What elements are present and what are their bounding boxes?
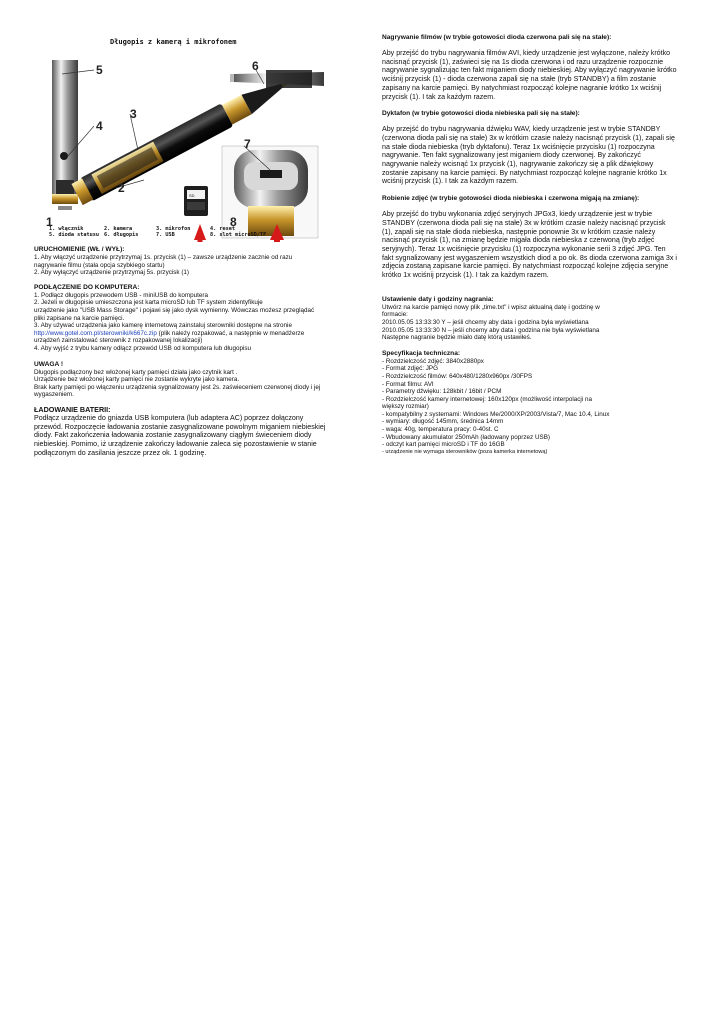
spec-list — [382, 358, 688, 457]
text-line: nagrywanie filmu (stała opcja szybkiego startu) — [34, 261, 165, 269]
text-line: 2. Aby wyłączyć urządzenie przytrzymaj 5s. przycisk (1) — [34, 269, 190, 277]
text-line: przewód. Rozpoczęcie ładowania zostanie zasygnalizowane powolnym miganiem niebieskiej — [34, 422, 326, 431]
text-line: Następne nagranie będzie miało datę którą ustawiłeś. — [382, 334, 532, 342]
text-line: 2. Jeżeli w długopisie umieszczona jest karta microSD lub TF system zidentyfikuje — [34, 299, 263, 307]
legend-item: 8. slot microSD/TF — [210, 232, 267, 238]
text-line: nagrywanie sygnalizując ten fakt miganiem diody niebieskiej. Aby wyłączyć nagrywanie krótko — [382, 66, 677, 75]
text-line: wygaszeniem. — [34, 391, 74, 399]
product-figure — [34, 30, 344, 242]
pc-heading: PODŁĄCZENIE DO KOMPUTERA: — [34, 283, 140, 291]
warning-heading: UWAGA ! — [34, 360, 64, 368]
text-line: Urządzenie bez włożonej karty pamięci nie zostanie wykryte jako kamera. — [34, 376, 240, 384]
text-line: pliki zapisane na karcie pamięci. — [34, 314, 125, 322]
text-line: fakt sygnalizowany jest wygaszeniem wszystkich diod a po ok. 8s dioda czerwona zamiga 3x i — [382, 253, 677, 262]
text-line: niebieskiej. Pomimo, iż urządzenie zakończy ładowanie zaleca się pozostawienie w stanie — [34, 440, 317, 449]
text-line: zdjęcia zostaną zapisane karcie pamięci. By natychmiast rozpocząć kolejne zdjęcia seryjne — [382, 262, 669, 271]
text-line: nacisnąć przycisk (1), zaświeci się na 1s dioda czerwona i od razu urządzenie rozpocznie — [382, 57, 664, 66]
film-heading: Nagrywanie filmów (w trybie gotowości dioda czerwona pali się na stałe): — [382, 34, 612, 41]
text-line: przycisk (1). I tak za każdym razem. — [382, 92, 496, 101]
text-line: 1. Aby włączyć urządzenie przytrzymaj 1s. przycisk (1) – zawsze urządzenie zacznie od razu — [34, 254, 293, 261]
spec-item: - Format zdjęć: JPG — [382, 365, 438, 373]
text-line: urządzeń zainstalować sterownik z rozpakowanej lokalizacji) — [34, 337, 203, 345]
legend-item: 6. długopis — [104, 232, 139, 238]
driver-download-link[interactable]: http://www.gotel.com.pl/sterowniki/k667c.zip — [34, 329, 157, 337]
warning-text — [34, 369, 344, 399]
text-span: (plik należy rozpakować, a następnie w menadżerze — [156, 329, 305, 337]
text-line: (1), zapali się na stałe dioda niebieska, następnie ponownie 3x w krótkim czasie należy — [382, 227, 656, 236]
spec-item: - odczyt kart pamięci microSD i TF do 16GB — [382, 441, 505, 449]
legend-item: 2. kamera — [104, 226, 133, 232]
legend-item: 4. reset — [210, 226, 235, 232]
spec-heading: Specyfikacja techniczna: — [382, 349, 461, 357]
text-line: Długopis podłączony bez włożonej karty pamięci działa jako czytnik kart . — [34, 368, 238, 376]
start-heading: URUCHOMIENIE (WŁ / WYŁ): — [34, 246, 125, 253]
spec-item: - Parametry dźwięku: 128kbit / 16bit / PCM — [382, 388, 502, 396]
text-line: wciśnij przycisk (1) - dioda czerwona zapali się na stałe (tryb STANDBY) a film zostanie — [382, 75, 657, 84]
text-line: Aby przejść do trybu nagrywania filmów AVI, kiedy urządzenie jest wyłączone, należy krótko — [382, 49, 671, 57]
text-line: formacie: — [382, 311, 408, 319]
text-line: 2010.05.05 13:33:30 N – jeśli chcemy aby data i godzina nie była wyświetlana — [382, 326, 600, 334]
text-line: zostanie zapisany na karcie pamięci. By natychmiast rozpocząć kolejne nagranie krótko 1x — [382, 168, 667, 177]
legend-item: 3. mikrofon — [156, 226, 191, 232]
spec-item: - Wbudowany akumulator 250mAh (ładowany poprzez USB) — [382, 433, 550, 441]
text-line: seryjnych). Teraz 1x wciśnięcie przycisku (1) rozpoczyna wykonanie serii 3 zdjęć JPG. Ten — [382, 244, 666, 253]
spec-item: - Rozdzielczość zdjęć: 3840x2880px — [382, 357, 484, 365]
text-line: nagrywanie należy wcisnąć 1x przycisk (1), nagrywanie zakończy się a plik dźwiękowy — [382, 160, 654, 169]
spec-item: - Format filmu: AVI — [382, 380, 434, 388]
text-line: diody. Fakt zakończenia ładowania zostanie zasygnalizowany ciągłym świeceniem diody — [34, 431, 312, 440]
left-column — [34, 246, 344, 457]
spec-item: - Rozdzielczość filmów: 640x480/1280x960px /30FPS — [382, 372, 533, 380]
pen-tip-closeup — [230, 70, 324, 88]
text-line: Aby przejść do trybu wykonania zdjęć seryjnych JPGx3, kiedy urządzenie jest w trybie — [382, 210, 653, 219]
film-text — [382, 49, 688, 101]
callout-3: 3 — [130, 107, 137, 121]
date-heading: Ustawienie daty i godziny nagrania: — [382, 295, 494, 303]
text-line: nacisnąć przycisk (1), na zmianę będzie migała dioda niebieska z czerwoną (tryb zdjęć — [382, 236, 655, 245]
right-column — [382, 34, 688, 456]
battery-heading: ŁADOWANIE BATERII: — [34, 404, 111, 414]
callout-7: 7 — [244, 137, 251, 151]
callout-8: 8 — [230, 215, 237, 229]
text-line: Aby przejść do trybu nagrywania dźwięku WAV, kiedy urządzenie jest w trybie STANDBY — [382, 125, 661, 134]
callout-4: 4 — [96, 119, 103, 133]
callout-5: 5 — [96, 63, 103, 77]
svg-text:SD: SD — [189, 193, 195, 198]
figure-title: Długopis z kamerą i mikrofonem — [110, 38, 237, 46]
spec-item: - wymiary: długość 145mm, średnica 14mm — [382, 418, 504, 426]
legend-item: 1. włącznik — [49, 226, 84, 232]
text-line: 3. Aby używać urządzenia jako kamerę internetową zainstaluj sterowniki dostępne na stronie — [34, 322, 292, 330]
text-line: 4. Aby wyjść z trybu kamery odłącz przewód USB od komputera lub długopisu — [34, 344, 251, 352]
microsd-card-icon — [184, 186, 208, 216]
spec-item: - kompatybilny z systemami: Windows Me/2000/XP/2003/Vista/7, Mac 10.4, Linux — [382, 410, 610, 418]
text-line: nagrywanie. Ten fakt sygnalizowany jest miganiem diody czerwonej. By zakończyć — [382, 151, 641, 160]
legend-item: 7. USB — [156, 232, 175, 238]
legend-item: 5. dioda statusu — [49, 232, 99, 238]
text-line: Brak karty pamięci po włączeniu urządzenia sygnalizowany jest 2s. zaświeceniem czerwonej diody i jej — [34, 383, 321, 391]
spec-item: - waga: 40g, temperatura pracy: 0-40st. C — [382, 426, 499, 434]
spec-item: - Rozdzielczość kamery internetowej: 160x120px (możliwość interpolacji na — [382, 395, 592, 403]
text-line: Podłącz urządzenie do gniazda USB komputera (lub adaptera AC) poprzez dołączony — [34, 413, 304, 422]
text-line: urządzenie jako "USB Mass Storage" i pojawi się jako dysk wymienny. Wówczas możesz przeglądać — [34, 306, 315, 314]
figure-legend — [49, 226, 289, 238]
start-text — [34, 254, 344, 277]
text-line: 1. Podłącz długopis przewodem USB - miniUSB do komputera — [34, 291, 208, 299]
text-line: na stałe dioda niebieska (tryb dyktafonu). Teraz 1x wciśnięcie przycisku (1) rozpoczyna — [382, 142, 655, 151]
text-line: STANDBY (czerwona dioda pali się na stałe) 3x w krótkim czasie należy nacisnąć przycisk — [382, 218, 666, 227]
photo-text — [382, 210, 688, 280]
callout-1: 1 — [46, 215, 53, 229]
spec-item: większy rozmiar) — [382, 403, 429, 411]
text-line: Utwórz na karcie pamięci nowy plik „time.txt" i wpisz aktualną datę i godzinę w — [382, 303, 600, 311]
legend-row-2 — [49, 232, 289, 238]
battery-text — [34, 414, 344, 458]
text-line: zapisany na karcie pamięci. By natychmiast rozpocząć kolejne nagranie krótko 1x wciśnij — [382, 83, 662, 92]
text-line: krótko 1x wciśnij przycisk (1). I tak za każdym razem. — [382, 271, 549, 280]
pen-diagram — [34, 30, 344, 242]
dictaphone-heading: Dyktafon (w trybie gotowości dioda niebieska pali się na stałe): — [382, 110, 580, 118]
pc-text — [34, 292, 344, 353]
spec-item: - urządzenie nie wymaga sterowników (poza kamerka internetową) — [382, 448, 548, 455]
photo-heading: Robienie zdjęć (w trybie gotowości dioda niebieska i czerwona migają na zmianę): — [382, 195, 640, 203]
text-line: wciśnij przycisk (1). I tak za każdym razem. — [382, 177, 518, 186]
date-text — [382, 304, 688, 342]
text-line — [34, 330, 344, 338]
dictaphone-text — [382, 125, 688, 186]
text-line: podłączonym do zasilania jeszcze przez ok. 1 godzinę. — [34, 448, 207, 457]
callout-2: 2 — [118, 181, 125, 195]
text-line: (czerwona dioda pali się na stałe) 3x w krótkim czasie należy nacisnąć przycisk (1), zapali się — [382, 133, 675, 142]
callout-6: 6 — [252, 59, 259, 73]
text-line: 2010.05.05 13:33:30 Y – jeśli chcemy aby data i godzina była wyświetlana — [382, 318, 589, 326]
